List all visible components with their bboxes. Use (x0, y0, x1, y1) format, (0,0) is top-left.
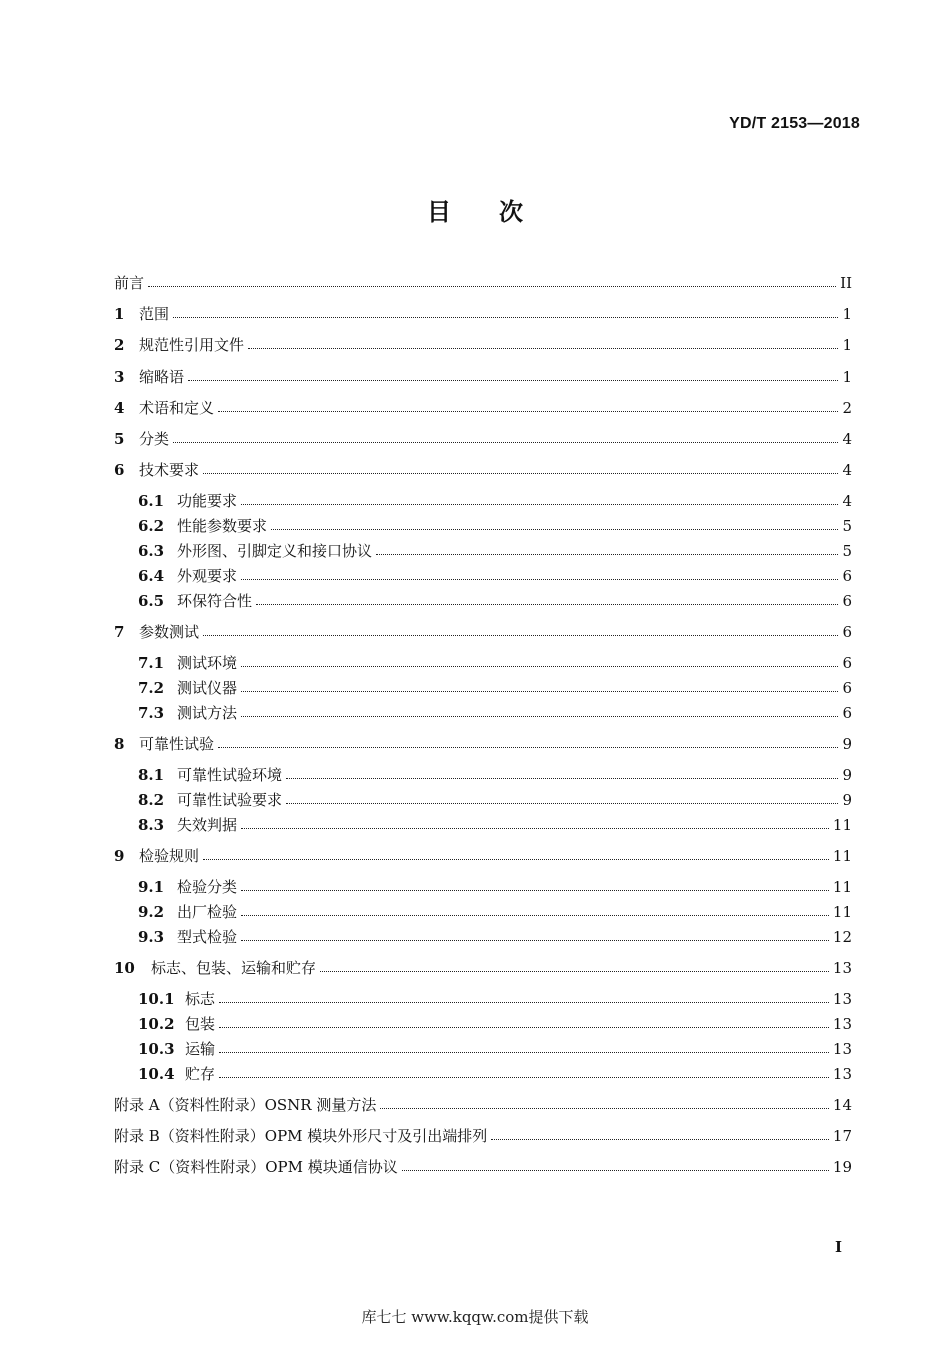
toc-entry-number: 7 (114, 623, 125, 641)
toc-entry-label: 外形图、引脚定义和接口协议 (177, 542, 373, 560)
toc-entry-label: 附录 B（资料性附录）OPM 模块外形尺寸及引出端排列 (114, 1127, 488, 1145)
toc-entry-number: 1 (114, 305, 125, 323)
toc-entry-number: 3 (114, 368, 125, 386)
toc-entry-label: 包装 (185, 1015, 216, 1033)
toc-entry-label: 检验分类 (177, 878, 238, 896)
toc-entry-page: 6 (842, 679, 852, 697)
toc-leader-dots (219, 1076, 829, 1078)
toc-entry-label: 参数测试 (139, 623, 200, 641)
toc-entry-label: 附录 C（资料性附录）OPM 模块通信协议 (114, 1158, 398, 1176)
toc-entry-label: 术语和定义 (139, 399, 215, 417)
toc-entry[interactable] (138, 1063, 852, 1085)
toc-entry[interactable] (114, 459, 852, 481)
toc-leader-dots (173, 316, 838, 318)
toc-entry-page: 6 (842, 704, 852, 722)
toc-entry-label: 功能要求 (177, 492, 238, 510)
toc-entry-number: 9.2 (138, 903, 165, 921)
page-title (0, 192, 950, 227)
toc-leader-dots (402, 1169, 829, 1171)
toc-leader-dots (241, 665, 838, 667)
toc-entry[interactable] (114, 397, 852, 419)
toc-entry[interactable] (114, 733, 852, 755)
toc-entry-label: 技术要求 (139, 461, 200, 479)
toc-entry[interactable] (114, 428, 852, 450)
toc-leader-dots (248, 347, 838, 349)
toc-entry-page: 11 (832, 903, 852, 921)
toc-entry-number: 10.3 (138, 1040, 175, 1058)
toc-entry[interactable] (138, 789, 852, 811)
toc-leader-dots (241, 503, 838, 505)
toc-leader-dots (241, 690, 838, 692)
toc-leader-dots (286, 802, 838, 804)
toc-entry[interactable] (138, 490, 852, 512)
toc-entry[interactable] (114, 366, 852, 388)
toc-entry-page: 11 (832, 847, 852, 865)
toc-leader-dots (219, 1026, 829, 1028)
toc-entry[interactable] (138, 1038, 852, 1060)
toc-entry-page: 19 (832, 1158, 852, 1176)
toc-leader-dots (320, 970, 829, 972)
toc-entry-page: 9 (842, 766, 852, 784)
toc-entry-label: 型式检验 (177, 928, 238, 946)
toc-entry[interactable] (138, 814, 852, 836)
toc-entry-page: 6 (842, 654, 852, 672)
toc-entry[interactable] (138, 652, 852, 674)
toc-entry-label: 出厂检验 (177, 903, 238, 921)
toc-entry-label: 标志、包装、运输和贮存 (151, 959, 317, 977)
toc-entry-label: 附录 A（资料性附录）OSNR 测量方法 (114, 1096, 377, 1114)
toc-entry-number: 8.2 (138, 791, 165, 809)
toc-entry-page: 11 (832, 878, 852, 896)
toc-entry-label: 环保符合性 (177, 592, 253, 610)
toc-entry[interactable] (114, 1125, 852, 1147)
toc-entry-number: 8.3 (138, 816, 165, 834)
toc-entry[interactable] (138, 988, 852, 1010)
toc-entry-label: 性能参数要求 (177, 517, 268, 535)
toc-leader-dots (271, 528, 838, 530)
toc-entry[interactable] (138, 1013, 852, 1035)
toc-entry[interactable] (114, 272, 852, 294)
toc-entry-label: 可靠性试验要求 (177, 791, 283, 809)
toc-leader-dots (203, 634, 838, 636)
toc-entry-number: 8 (114, 735, 125, 753)
toc-leader-dots (241, 914, 829, 916)
toc-entry-label: 测试仪器 (177, 679, 238, 697)
toc-entry-page: 11 (832, 816, 852, 834)
toc-entry[interactable] (138, 702, 852, 724)
toc-leader-dots (241, 578, 838, 580)
toc-leader-dots (286, 777, 838, 779)
toc-entry[interactable] (114, 1094, 852, 1116)
toc-entry-page: 1 (842, 368, 852, 386)
toc-leader-dots (380, 1107, 829, 1109)
toc-entry-page: 4 (842, 492, 852, 510)
toc-entry-page: 17 (832, 1127, 852, 1145)
toc-entry-number: 10.2 (138, 1015, 175, 1033)
title-char-1: 目 (427, 198, 451, 226)
toc-entry-page: 12 (832, 928, 852, 946)
toc-entry-label: 测试环境 (177, 654, 238, 672)
toc-entry[interactable] (114, 303, 852, 325)
toc-entry-number: 6.5 (138, 592, 165, 610)
toc-entry[interactable] (114, 845, 852, 867)
footer-download-note: 库七七 www.kqqw.com提供下载 (361, 1308, 589, 1326)
page-number: I (834, 1238, 842, 1256)
toc-leader-dots (219, 1001, 829, 1003)
toc-entry-number: 6.1 (138, 492, 165, 510)
toc-leader-dots (256, 603, 838, 605)
toc-entry-label: 运输 (185, 1040, 216, 1058)
toc-entry[interactable] (138, 590, 852, 612)
toc-entry-label: 范围 (139, 305, 170, 323)
toc-entry-page: 9 (842, 735, 852, 753)
toc-entry[interactable] (138, 901, 852, 923)
toc-leader-dots (241, 889, 829, 891)
toc-entry-number: 9 (114, 847, 125, 865)
toc-entry[interactable] (138, 876, 852, 898)
toc-entry-label: 测试方法 (177, 704, 238, 722)
toc-leader-dots (203, 472, 838, 474)
title-char-2: 次 (499, 198, 523, 226)
toc-leader-dots (219, 1051, 829, 1053)
toc-entry-number: 4 (114, 399, 125, 417)
toc-entry-number: 10 (114, 959, 135, 977)
toc-leader-dots (491, 1138, 829, 1140)
toc-entry-label: 可靠性试验 (139, 735, 215, 753)
toc-entry-page: 13 (832, 1040, 852, 1058)
toc-leader-dots (203, 858, 829, 860)
toc-leader-dots (218, 746, 838, 748)
toc-entry[interactable] (138, 926, 852, 948)
toc-entry[interactable] (138, 565, 852, 587)
toc-entry-label: 外观要求 (177, 567, 238, 585)
toc-entry[interactable] (138, 515, 852, 537)
toc-entry-label: 规范性引用文件 (139, 336, 245, 354)
toc-entry[interactable] (138, 677, 852, 699)
toc-entry-number: 10.4 (138, 1065, 175, 1083)
toc-entry[interactable] (114, 334, 852, 356)
toc-entry-label: 失效判据 (177, 816, 238, 834)
toc-entry-label: 分类 (139, 430, 170, 448)
toc-entry-number: 7.3 (138, 704, 165, 722)
toc-entry-page: II (840, 274, 852, 292)
toc-entry-page: 5 (842, 517, 852, 535)
toc-entry-number: 10.1 (138, 990, 175, 1008)
toc-entry[interactable] (114, 1156, 852, 1178)
toc-entry-label: 检验规则 (139, 847, 200, 865)
toc-entry-number: 9.1 (138, 878, 165, 896)
toc-leader-dots (376, 553, 838, 555)
toc-entry-page: 13 (832, 1065, 852, 1083)
toc-entry-number: 2 (114, 336, 125, 354)
toc-entry-number: 7.1 (138, 654, 165, 672)
toc-leader-dots (188, 379, 838, 381)
toc-entry-number: 6 (114, 461, 125, 479)
toc-leader-dots (241, 715, 838, 717)
toc-leader-dots (173, 441, 838, 443)
toc-entry-number: 6.3 (138, 542, 165, 560)
toc-entry-label: 贮存 (185, 1065, 216, 1083)
toc-entry-page: 14 (832, 1096, 852, 1114)
toc-entry-page: 9 (842, 791, 852, 809)
toc-leader-dots (241, 939, 829, 941)
toc-entry-page: 6 (842, 623, 852, 641)
toc-leader-dots (218, 410, 838, 412)
toc-entry-page: 1 (842, 336, 852, 354)
toc-entry[interactable] (138, 540, 852, 562)
toc-entry[interactable] (114, 957, 852, 979)
toc-entry[interactable] (114, 621, 852, 643)
toc-entry-page: 6 (842, 567, 852, 585)
toc-entry-page: 4 (842, 461, 852, 479)
toc-entry-page: 13 (832, 959, 852, 977)
toc-entry-label: 可靠性试验环境 (177, 766, 283, 784)
toc-entry-label: 缩略语 (139, 368, 185, 386)
toc-entry-page: 13 (832, 1015, 852, 1033)
toc-entry-page: 13 (832, 990, 852, 1008)
toc-entry-label: 前言 (114, 274, 145, 292)
toc-entry-number: 5 (114, 430, 125, 448)
toc-entry-number: 8.1 (138, 766, 165, 784)
toc-entry-number: 6.4 (138, 567, 165, 585)
toc-entry[interactable] (138, 764, 852, 786)
toc-entry-number: 7.2 (138, 679, 165, 697)
standard-code: YD/T 2153—2018 (729, 115, 860, 132)
toc-entry-label: 标志 (185, 990, 216, 1008)
toc-entry-page: 2 (842, 399, 852, 417)
toc-entry-page: 6 (842, 592, 852, 610)
toc-leader-dots (241, 827, 829, 829)
toc-entry-number: 9.3 (138, 928, 165, 946)
toc-entry-page: 5 (842, 542, 852, 560)
toc-leader-dots (148, 285, 836, 287)
toc-entry-page: 1 (842, 305, 852, 323)
toc-entry-number: 6.2 (138, 517, 165, 535)
toc-entry-page: 4 (842, 430, 852, 448)
